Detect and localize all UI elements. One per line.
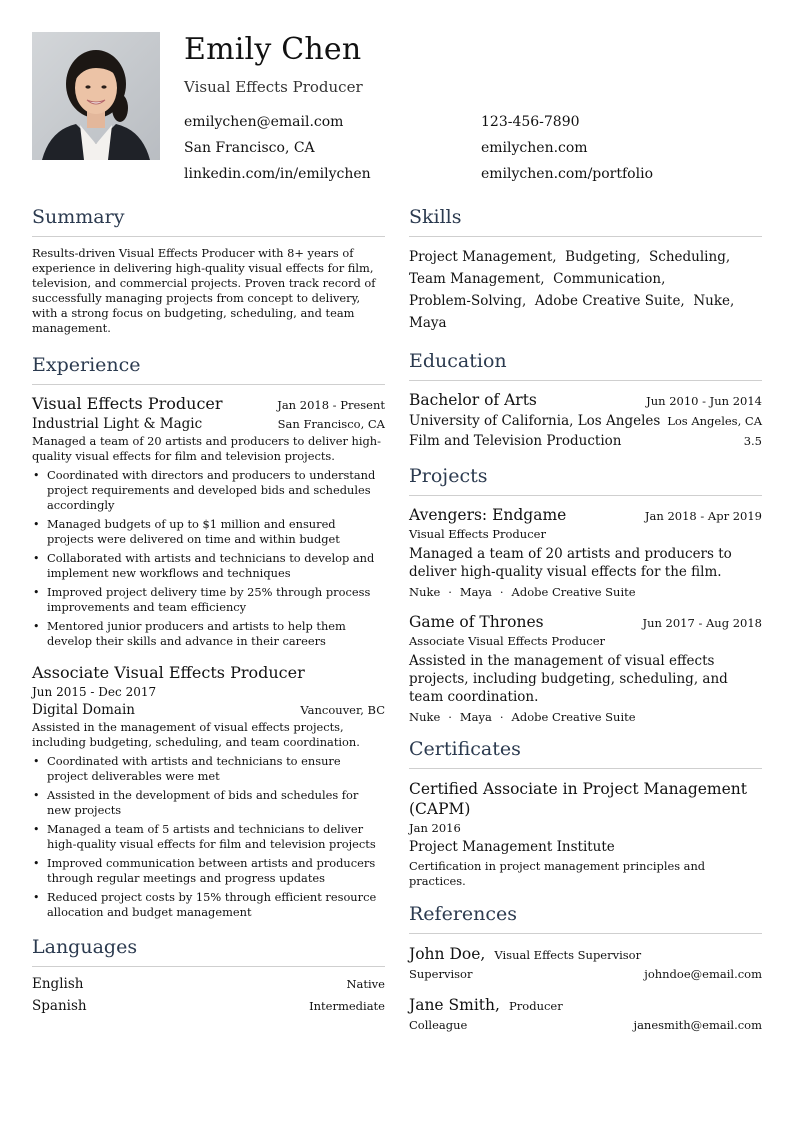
skill-item: Team Management, (409, 271, 545, 287)
projects-heading: Projects (409, 465, 762, 496)
portrait-image (32, 32, 160, 160)
job-location: Vancouver, BC (300, 703, 385, 717)
job-description: Managed a team of 20 artists and producers to deliver high-quality visual effects for film and television projects. (32, 434, 381, 463)
bullet-item: • Managed budgets of up to $1 million and ensured projects were delivered on time and within budget (32, 517, 385, 547)
language-name: Spanish (32, 998, 87, 1014)
reference-name: Jane Smith, (409, 996, 500, 1014)
reference-title: Visual Effects Supervisor (494, 948, 642, 962)
candidate-name: Emily Chen (184, 32, 362, 67)
tag-separator: · (448, 710, 452, 724)
bullet-item: • Coordinated with artists and technicians to ensure project deliverables were met (32, 754, 385, 784)
project-description: Assisted in the management of visual effects projects, including budgeting, scheduling, and team coordination. (409, 653, 728, 705)
project-entry (409, 613, 762, 724)
email-link[interactable]: emilychen@email.com (184, 114, 344, 130)
certificates-section (409, 738, 762, 889)
location-text: San Francisco, CA (184, 140, 315, 156)
project-title: Avengers: Endgame (409, 506, 567, 524)
candidate-title: Visual Effects Producer (184, 78, 363, 96)
language-level: Native (346, 977, 385, 991)
gpa-value: 3.5 (743, 434, 762, 448)
bullet-item: • Collaborated with artists and technicians to develop and implement new workflows and techniques (32, 551, 385, 581)
job-description: Assisted in the management of visual effects projects, including budgeting, scheduling, and team coordination. (32, 720, 360, 749)
education-heading: Education (409, 350, 762, 381)
certificate-title: Certified Associate in Project Management (CAPM) (409, 780, 747, 818)
portfolio-link[interactable]: emilychen.com/portfolio (481, 166, 653, 182)
skill-item: Nuke, (693, 293, 735, 309)
projects-section (409, 465, 762, 724)
left-column (32, 206, 385, 1032)
tag-item: Nuke (409, 710, 441, 724)
project-title: Game of Thrones (409, 613, 544, 631)
summary-heading: Summary (32, 206, 385, 237)
right-column (409, 206, 762, 1050)
tag-item: Adobe Creative Suite (511, 585, 636, 599)
reference-email[interactable]: johndoe@email.com (644, 967, 762, 981)
school-location: Los Angeles, CA (667, 414, 762, 428)
experience-entry (32, 663, 385, 920)
tag-separator: · (448, 585, 452, 599)
reference-relation: Supervisor (409, 967, 473, 981)
skill-item: Communication, (553, 271, 666, 287)
reference-relation: Colleague (409, 1018, 468, 1032)
skills-heading: Skills (409, 206, 762, 237)
company-name: Digital Domain (32, 702, 135, 718)
school-name: University of California, Los Angeles (409, 413, 661, 429)
reference-email[interactable]: janesmith@email.com (633, 1018, 762, 1032)
bullet-item: • Mentored junior producers and artists to help them develop their skills and advance in their careers (32, 619, 385, 649)
project-dates: Jan 2018 - Apr 2019 (644, 509, 762, 523)
bullet-item: • Improved communication between artists and producers through regular meetings and progress updates (32, 856, 385, 886)
experience-entry (32, 394, 385, 649)
job-dates: Jan 2018 - Present (277, 398, 385, 412)
website-link[interactable]: emilychen.com (481, 140, 588, 156)
skill-item: Budgeting, (565, 249, 641, 265)
project-description: Managed a team of 20 artists and producers to deliver high-quality visual effects for the film. (409, 546, 732, 580)
phone-number[interactable]: 123-456-7890 (481, 114, 580, 130)
project-tags (409, 710, 762, 724)
certificates-heading: Certificates (409, 738, 762, 769)
bullet-item: • Coordinated with directors and producers to understand project requirements and developed bids and schedules accordingly (32, 468, 385, 513)
education-section (409, 350, 762, 449)
languages-section (32, 936, 385, 1014)
project-tags (409, 585, 762, 599)
job-bullets (32, 468, 385, 649)
bullet-item: • Reduced project costs by 15% through efficient resource allocation and budget management (32, 890, 385, 920)
language-level: Intermediate (309, 999, 385, 1013)
certificate-date: Jan 2016 (409, 821, 461, 835)
profile-photo (32, 32, 160, 160)
project-entry (409, 506, 762, 599)
job-location: San Francisco, CA (277, 417, 385, 431)
field-of-study: Film and Television Production (409, 433, 622, 449)
skill-item: Adobe Creative Suite, (534, 293, 685, 309)
experience-section (32, 354, 385, 920)
job-title: Visual Effects Producer (32, 394, 223, 413)
skill-item: Maya (409, 315, 447, 331)
degree-name: Bachelor of Arts (409, 391, 537, 409)
skills-section (409, 206, 762, 334)
tag-item: Nuke (409, 585, 441, 599)
job-dates: Jun 2015 - Dec 2017 (32, 685, 157, 699)
summary-section (32, 206, 385, 336)
tag-item: Maya (459, 710, 492, 724)
references-section (409, 903, 762, 1032)
company-name: Industrial Light & Magic (32, 416, 203, 432)
languages-heading: Languages (32, 936, 385, 967)
project-role: Associate Visual Effects Producer (409, 634, 606, 648)
skill-item: Project Management, (409, 249, 557, 265)
bullet-item: • Assisted in the development of bids and schedules for new projects (32, 788, 385, 818)
bullet-item: • Managed a team of 5 artists and technicians to deliver high-quality visual effects for film and television projects (32, 822, 385, 852)
experience-heading: Experience (32, 354, 385, 385)
project-dates: Jun 2017 - Aug 2018 (642, 616, 762, 630)
linkedin-link[interactable]: linkedin.com/in/emilychen (184, 166, 371, 182)
reference-entry (409, 995, 762, 1032)
tag-item: Adobe Creative Suite (511, 710, 636, 724)
skills-list (409, 246, 762, 334)
tag-separator: · (499, 585, 504, 599)
job-title: Associate Visual Effects Producer (32, 663, 305, 682)
project-role: Visual Effects Producer (409, 527, 546, 541)
tag-separator: · (499, 710, 504, 724)
language-name: English (32, 976, 84, 992)
references-heading: References (409, 903, 762, 934)
reference-title: Producer (509, 999, 563, 1013)
summary-text: Results-driven Visual Effects Producer with 8+ years of experience in delivering high-quality visual effects for film, television, and commercial projects. Proven track record of successfully managing projects from concept to delivery, with a strong focus on budgeting, scheduling, and team management. (32, 246, 376, 335)
skill-item: Problem-Solving, (409, 293, 527, 309)
reference-name: John Doe, (409, 945, 486, 963)
job-bullets (32, 754, 385, 920)
skill-item: Scheduling, (649, 249, 731, 265)
reference-entry (409, 944, 762, 981)
certificate-issuer: Project Management Institute (409, 839, 615, 855)
education-dates: Jun 2010 - Jun 2014 (646, 394, 762, 408)
tag-item: Maya (459, 585, 492, 599)
certificate-description: Certification in project management principles and practices. (409, 859, 706, 888)
bullet-item: • Improved project delivery time by 25% through process improvements and team efficiency (32, 585, 385, 615)
